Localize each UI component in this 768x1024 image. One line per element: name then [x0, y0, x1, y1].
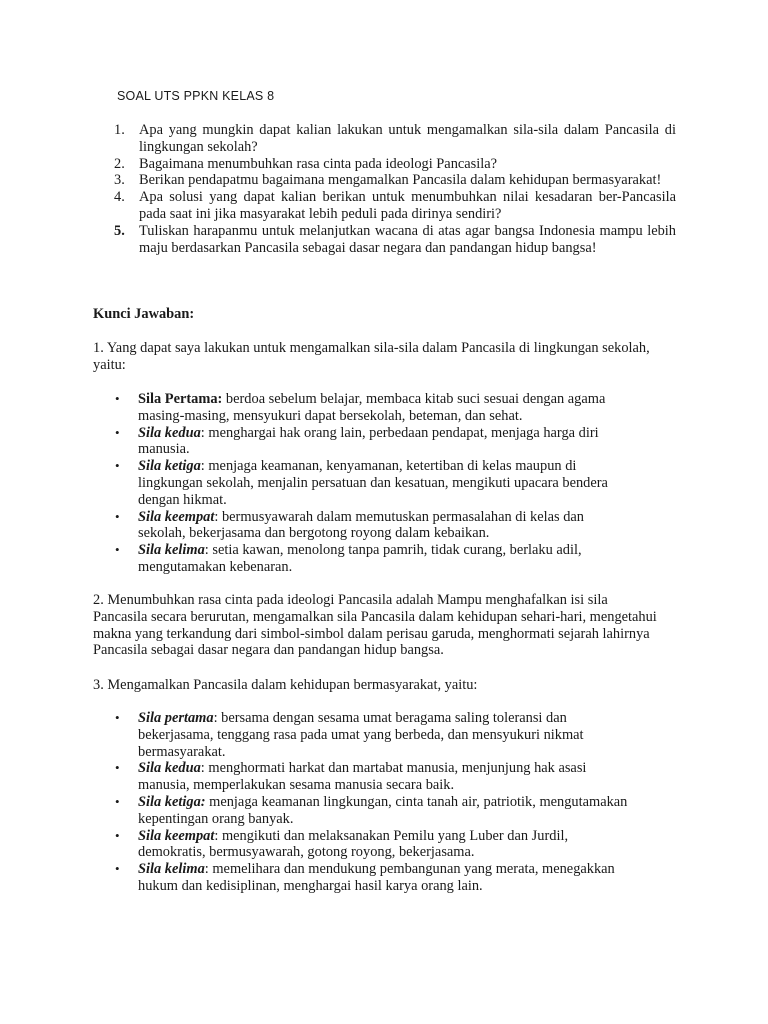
- answer-1-list: [115, 391, 635, 576]
- list-item: [115, 861, 635, 895]
- bullet-icon: •: [115, 861, 120, 877]
- list-item: [115, 828, 635, 862]
- question-list: [114, 122, 676, 256]
- bullet-icon: •: [115, 827, 120, 843]
- question-number: 5.: [114, 222, 125, 239]
- question-text: Apa solusi yang dapat kalian berikan untuk menumbuhkan nilai kesadaran ber-Pancasila pada saat ini jika masyarakat lebih peduli pada dirinya sendiri?: [139, 189, 676, 222]
- bullet-icon: •: [115, 760, 120, 776]
- sila-term: Sila ketiga:: [138, 793, 206, 810]
- question-item: [114, 156, 676, 173]
- list-item: [115, 542, 635, 576]
- sila-description: : menjaga keamanan, kenyamanan, ketertiban di kelas maupun di lingkungan sekolah, menjalin persatuan dan kesatuan, mengikuti upacara bendera dengan hikmat.: [138, 458, 608, 508]
- document-title: SOAL UTS PPKN KELAS 8: [117, 89, 275, 103]
- question-text: Berikan pendapatmu bagaimana mengamalkan Pancasila dalam kehidupan bermasyarakat!: [139, 172, 662, 189]
- question-item: [114, 223, 676, 257]
- question-text: Apa yang mungkin dapat kalian lakukan untuk mengamalkan sila-sila dalam Pancasila di lingkungan sekolah?: [139, 122, 676, 155]
- question-number: 1.: [114, 122, 125, 138]
- question-text: Bagaimana menumbuhkan rasa cinta pada ideologi Pancasila?: [139, 155, 498, 172]
- sila-description: : menghargai hak orang lain, perbedaan pendapat, menjaga harga diri manusia.: [138, 424, 599, 458]
- bullet-icon: •: [115, 710, 120, 725]
- sila-description: : memelihara dan mendukung pembangunan yang merata, menegakkan hukum dan kedisiplinan, menghargai hasil karya orang lain.: [138, 861, 615, 894]
- sila-term: Sila kelima: [138, 861, 205, 878]
- sila-description: menjaga keamanan lingkungan, cinta tanah air, patriotik, mengutamakan kepentingan orang banyak.: [138, 793, 628, 827]
- list-item: [115, 710, 635, 760]
- list-item: [115, 509, 635, 543]
- answer-key-heading: Kunci Jawaban:: [93, 306, 195, 322]
- list-item: [115, 391, 635, 425]
- question-item: [114, 172, 676, 189]
- sila-term: Sila kedua: [138, 424, 201, 441]
- question-item: [114, 189, 676, 223]
- bullet-icon: •: [115, 458, 120, 474]
- bullet-icon: •: [115, 508, 120, 524]
- question-number: 2.: [114, 155, 125, 172]
- answer-1-intro: 1. Yang dapat saya lakukan untuk mengamalkan sila-sila dalam Pancasila di lingkungan sekolah, yaitu:: [93, 340, 650, 373]
- sila-term: Sila keempat: [138, 827, 215, 844]
- sila-term: Sila kelima: [138, 542, 205, 559]
- bullet-icon: •: [115, 793, 120, 809]
- list-item: [115, 425, 635, 459]
- bullet-icon: •: [115, 424, 120, 440]
- sila-term: Sila ketiga: [138, 458, 201, 475]
- bullet-icon: •: [115, 391, 120, 406]
- sila-description: : mengikuti dan melaksanakan Pemilu yang Luber dan Jurdil, demokratis, bermusyawarah, gotong royong, bekerjasama.: [138, 827, 569, 861]
- answer-3-list: [115, 710, 635, 895]
- sila-term: Sila pertama: [138, 710, 214, 726]
- question-number: 3.: [114, 172, 125, 189]
- answer-2-text: 2. Menumbuhkan rasa cinta pada ideologi Pancasila adalah Mampu menghafalkan isi sila Pancasila secara berurutan, mengamalkan sila Pancasila dalam kehidupan sehari-hari, mengetahui makna yang terkandung dari simbol-simbol dalam perisau garuda, menghormati sejarah lahirnya Pancasila sebagai dasar negara dan pandangan hidup bangsa.: [93, 592, 657, 659]
- question-item: [114, 122, 676, 156]
- sila-description: : bermusyawarah dalam memutuskan permasalahan di kelas dan sekolah, bekerjasama dan bergotong royong dalam kebaikan.: [138, 508, 584, 542]
- question-number: 4.: [114, 189, 125, 206]
- sila-description: : menghormati harkat dan martabat manusia, menjunjung hak asasi manusia, memperlakukan sesama manusia secara baik.: [138, 760, 587, 794]
- sila-description: : bersama dengan sesama umat beragama saling toleransi dan bekerjasama, tenggang rasa pada umat yang berbeda, dan mensyukuri nikmat bermasyarakat.: [138, 710, 584, 760]
- list-item: [115, 760, 635, 794]
- bullet-icon: •: [115, 542, 120, 558]
- answer-3-intro: 3. Mengamalkan Pancasila dalam kehidupan bermasyarakat, yaitu:: [93, 677, 478, 693]
- sila-term: Sila kedua: [138, 760, 201, 777]
- sila-description: : setia kawan, menolong tanpa pamrih, tidak curang, berlaku adil, mengutamakan kebenaran.: [138, 542, 582, 575]
- list-item: [115, 794, 635, 828]
- question-text: Tuliskan harapanmu untuk melanjutkan wacana di atas agar bangsa Indonesia mampu lebih maju berdasarkan Pancasila sebagai dasar negara dan pandangan hidup bangsa!: [139, 222, 676, 256]
- list-item: [115, 458, 635, 508]
- sila-description: berdoa sebelum belajar, membaca kitab suci sesuai dengan agama masing-masing, mensyukuri dapat bersekolah, beteman, dan sehat.: [138, 391, 606, 424]
- sila-term: Sila keempat: [138, 508, 215, 525]
- sila-term: Sila Pertama:: [138, 391, 223, 407]
